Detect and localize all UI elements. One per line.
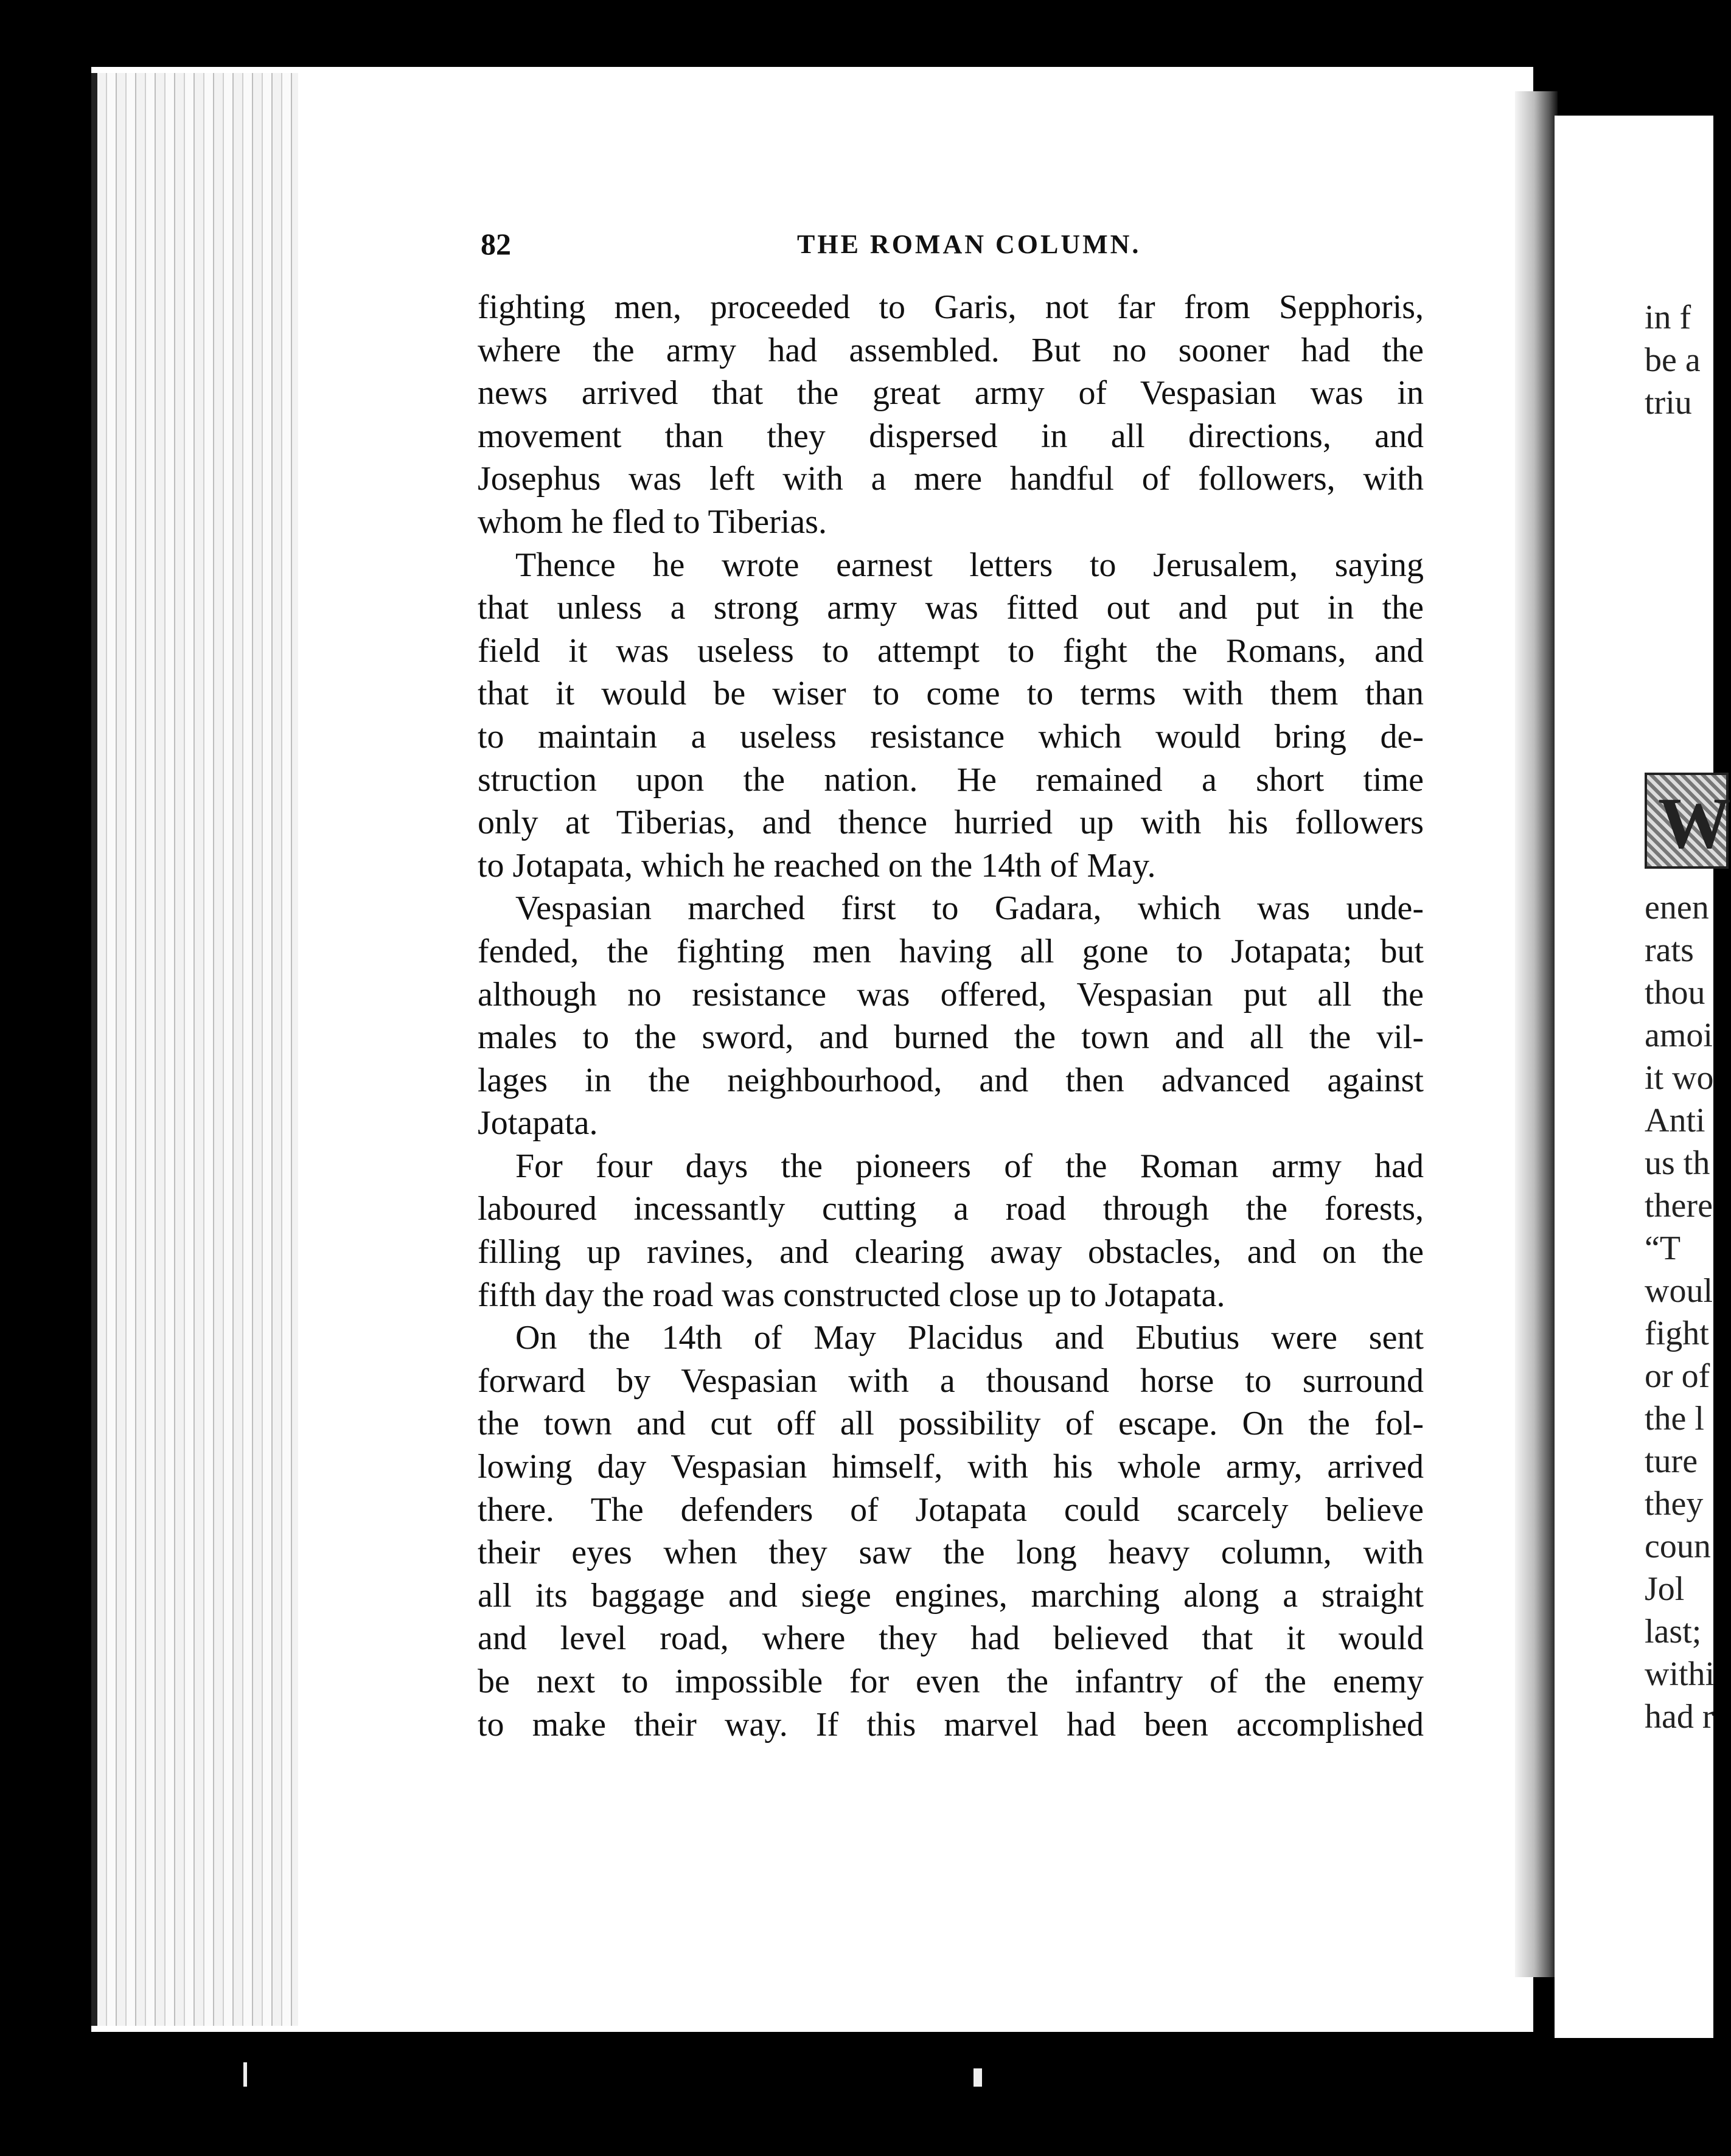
facing-line: Jol bbox=[1645, 1570, 1685, 1608]
facing-line: the l bbox=[1645, 1400, 1704, 1438]
text-line: where the army had assembled. But no sooner had the bbox=[478, 331, 1424, 369]
text-line: Vespasian marched first to Gadara, which was unde- bbox=[515, 889, 1424, 928]
facing-line: “T bbox=[1645, 1229, 1681, 1267]
text-line: all its baggage and siege engines, marching along a straight bbox=[478, 1576, 1424, 1615]
text-line: news arrived that the great army of Vespasian was in bbox=[478, 374, 1424, 412]
text-line: to Jotapata, which he reached on the 14th of May. bbox=[478, 846, 1156, 885]
facing-line: or of bbox=[1645, 1357, 1710, 1395]
text-line: males to the sword, and burned the town and all the vil- bbox=[478, 1018, 1424, 1057]
facing-line: fight bbox=[1645, 1315, 1709, 1352]
text-line: fended, the fighting men having all gone to Jotapata; but bbox=[478, 932, 1424, 970]
text-line: fighting men, proceeded to Garis, not far from Sepphoris, bbox=[478, 288, 1424, 326]
running-head bbox=[481, 226, 1430, 269]
facing-line: rats bbox=[1645, 931, 1694, 969]
running-title: THE ROMAN COLUMN. bbox=[797, 229, 1141, 259]
scan-mark bbox=[243, 2062, 247, 2087]
text-line: fifth day the road was constructed close up to Jotapata. bbox=[478, 1276, 1225, 1314]
facing-line: withi bbox=[1645, 1655, 1715, 1693]
text-line: and level road, where they had believed that it would bbox=[478, 1619, 1424, 1658]
text-line: there. The defenders of Jotapata could scarcely believe bbox=[478, 1490, 1424, 1529]
text-line: that unless a strong army was fitted out and put in the bbox=[478, 589, 1424, 627]
facing-line: woul bbox=[1645, 1272, 1713, 1310]
text-line: to make their way. If this marvel had been accomplished bbox=[478, 1705, 1424, 1744]
text-line: Thence he wrote earnest letters to Jerusalem, saying bbox=[515, 546, 1424, 584]
text-line: that it would be wiser to come to terms with them than bbox=[478, 675, 1424, 713]
text-line: lages in the neighbourhood, and then advanced against bbox=[478, 1061, 1424, 1099]
body-text bbox=[478, 286, 1424, 1746]
facing-line: us th bbox=[1645, 1144, 1710, 1182]
text-line: field it was useless to attempt to fight the Romans, and bbox=[478, 631, 1424, 670]
text-line: laboured incessantly cutting a road through the forests, bbox=[478, 1190, 1424, 1228]
text-line: forward by Vespasian with a thousand horse to surround bbox=[478, 1361, 1424, 1400]
text-line: movement than they dispersed in all directions, and bbox=[478, 417, 1424, 455]
text-line: Josephus was left with a mere handful of followers, with bbox=[478, 460, 1424, 498]
text-line: Jotapata. bbox=[478, 1104, 598, 1142]
text-line: be next to impossible for even the infantry of the enemy bbox=[478, 1663, 1424, 1700]
facing-line: triu bbox=[1645, 384, 1692, 422]
page-edges bbox=[91, 73, 304, 2026]
facing-line: there bbox=[1645, 1187, 1713, 1225]
text-line: whom he fled to Tiberias. bbox=[478, 502, 827, 541]
text-line: the town and cut off all possibility of escape. On the fol- bbox=[478, 1405, 1424, 1443]
text-line: struction upon the nation. He remained a short time bbox=[478, 760, 1424, 799]
text-line: filling up ravines, and clearing away obstacles, and on the bbox=[478, 1233, 1424, 1271]
facing-line: in f bbox=[1645, 299, 1691, 336]
text-line: For four days the pioneers of the Roman army had bbox=[515, 1147, 1424, 1185]
facing-line: Anti bbox=[1645, 1102, 1705, 1139]
facing-line: be a bbox=[1645, 341, 1701, 379]
dropcap-letter: W bbox=[1658, 782, 1731, 863]
facing-line: it wo bbox=[1645, 1059, 1714, 1097]
facing-page bbox=[1555, 116, 1731, 2038]
facing-line: amoi bbox=[1645, 1017, 1713, 1054]
text-line: although no resistance was offered, Vespasian put all the bbox=[478, 975, 1424, 1014]
page-number: 82 bbox=[481, 227, 511, 261]
scan-mark bbox=[973, 2068, 982, 2087]
facing-line: they bbox=[1645, 1485, 1704, 1523]
facing-line: last; bbox=[1645, 1613, 1702, 1650]
book-gutter bbox=[1515, 91, 1558, 1977]
facing-line: coun bbox=[1645, 1528, 1711, 1565]
dropcap-ornament bbox=[1645, 773, 1729, 869]
facing-line: had r bbox=[1645, 1698, 1714, 1736]
text-line: lowing day Vespasian himself, with his whole army, arrived bbox=[478, 1448, 1424, 1486]
text-line: their eyes when they saw the long heavy column, with bbox=[478, 1534, 1424, 1572]
facing-line: thou bbox=[1645, 974, 1705, 1012]
facing-line: ture bbox=[1645, 1442, 1698, 1480]
text-line: only at Tiberias, and thence hurried up with his followers bbox=[478, 804, 1424, 842]
text-line: On the 14th of May Placidus and Ebutius were sent bbox=[515, 1319, 1424, 1357]
facing-line: enen bbox=[1645, 889, 1709, 927]
text-line: to maintain a useless resistance which would bring de- bbox=[478, 717, 1424, 756]
